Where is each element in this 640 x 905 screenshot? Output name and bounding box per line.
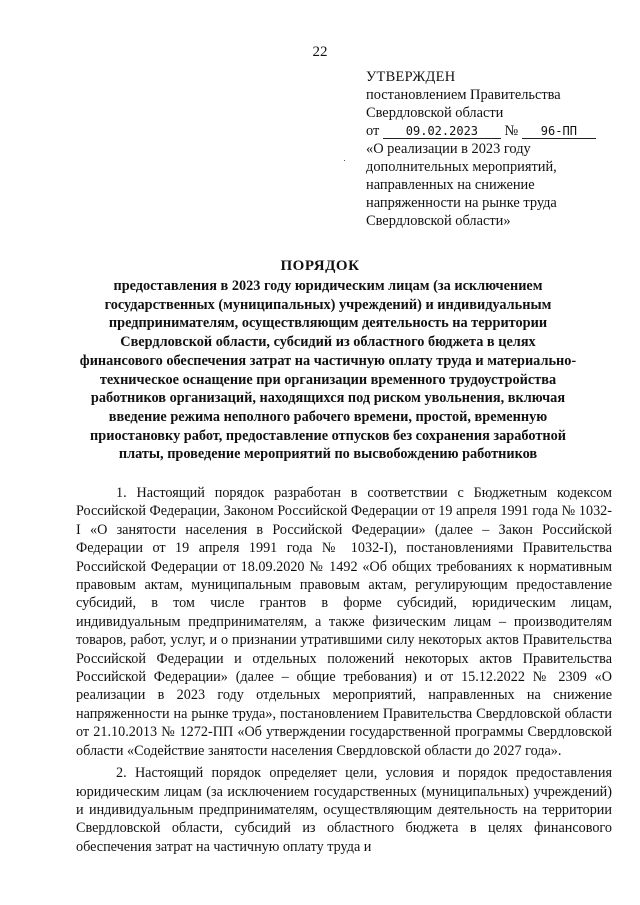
document-title: ПОРЯДОК — [280, 258, 360, 274]
approval-date-row — [366, 122, 626, 140]
scan-speck — [344, 160, 345, 161]
page-number: 22 — [312, 44, 328, 60]
paragraph-2: 2. Настоящий порядок определяет цели, условия и порядок предоставления юридическим лицам (за исключением государственных (муниципальных) учреждений) и индивидуальным предпринимателям, осуществляющим деятельность на территории Свердловской области, субсидий из областного бюджета в целях финансового обеспечения затрат на частичную оплату труда и — [76, 765, 612, 855]
approval-line-2: Свердловской области — [366, 105, 504, 121]
from-label: от — [366, 123, 380, 139]
approval-line-1: постановлением Правительства — [366, 87, 561, 103]
document-subtitle: предоставления в 2023 году юридическим лицам (за исключением государственных (муниципальных) учреждений) и индивидуальным предпринимателям, осуществляющим деятельность на территории Свердловской области, субсидий из областного бюджета в целях финансового обеспечения затрат на частичную оплату труда и материально-техническое оснащение при организации временного трудоустройства работников организаций, находящихся под риском увольнения, включая введение режима неполного рабочего времени, простой, временную приостановку работ, предоставление отпусков без сохранения заработной платы, проведение мероприятий по высвобождению работников — [79, 278, 577, 463]
approval-title: УТВЕРЖДЕН — [366, 69, 456, 85]
document-body — [76, 484, 612, 860]
approval-block — [366, 68, 626, 230]
paragraph-1: 1. Настоящий порядок разработан в соответствии с Бюджетным кодексом Российской Федерации, Законом Российской Федерации от 19 апреля 1991 года № 1032-I «О занятости населения в Российской Федерации» (далее – Закон Российской Федерации от 19 апреля 1991 года № 1032-I), постановлениями Правительства Российской Федерации от 18.09.2020 № 1492 «Об общих требованиях к нормативным правовым актам, муниципальным правовым актам, регулирующим предоставление субсидий, в том числе грантов в форме субсидий, юридическим лицам, индивидуальным предпринимателям, а также физическим лицам – производителям товаров, работ, услуг, и о признании утратившими силу некоторых актов Правительства Российской Федерации и отдельных положений некоторых актов Правительства Российской Федерации» (далее – общие требования) и от 15.12.2022 № 2309 «О реализации в 2023 году отдельных мероприятий, направленных на снижение напряженности на рынке труда», постановлением Правительства Свердловской области от 21.10.2013 № 1272-ПП «Об утверждении государственной программы Свердловской области «Содействие занятости населения Свердловской области до 2027 года». — [76, 485, 612, 759]
decree-title: «О реализации в 2023 году дополнительных мероприятий, направленных на снижение напряженности на рынке труда Свердловской области» — [366, 141, 557, 229]
decree-number: 96-ПП — [522, 124, 596, 139]
decree-date: 09.02.2023 — [383, 124, 501, 139]
number-label: № — [504, 123, 519, 139]
